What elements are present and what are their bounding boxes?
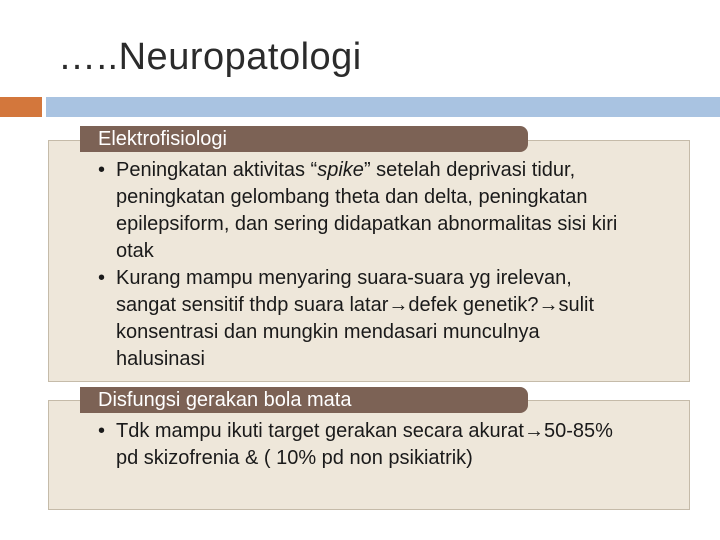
accent-bar-orange: [0, 97, 42, 117]
bullet-text-italic: spike: [317, 159, 364, 181]
bullet-text-pre: Peningkatan aktivitas “: [116, 159, 318, 181]
bullet-item: • Kurang mampu menyaring suara-suara yg irelevan, sangat sensitif thdp suara latar→defek genetik?→sulit konsentrasi dan mungkin mendasari munculnya halusinasi: [98, 265, 628, 373]
bullet-item: [98, 157, 624, 265]
slide-title: …..Neuropatologi: [58, 36, 362, 78]
bullet-text-post: ” setelah deprivasi tidur, peningkatan gelombang theta dan delta, peningkatan epilepsiform, dan sering didapatkan abnormalitas sisi kiri otak: [116, 159, 618, 262]
bullet-list-disfungsi: [98, 418, 658, 472]
section-heading-disfungsi: Disfungsi gerakan bola mata: [80, 387, 528, 413]
section-heading-elektrofisiologi: Elektrofisiologi: [80, 126, 528, 152]
bullet-list-elektrofisiologi: [98, 157, 658, 373]
accent-bar-blue: [46, 97, 720, 117]
bullet-item: • Tdk mampu ikuti target gerakan secara akurat→50-85% pd skizofrenia & ( 10% pd non psikiatrik): [98, 418, 636, 472]
